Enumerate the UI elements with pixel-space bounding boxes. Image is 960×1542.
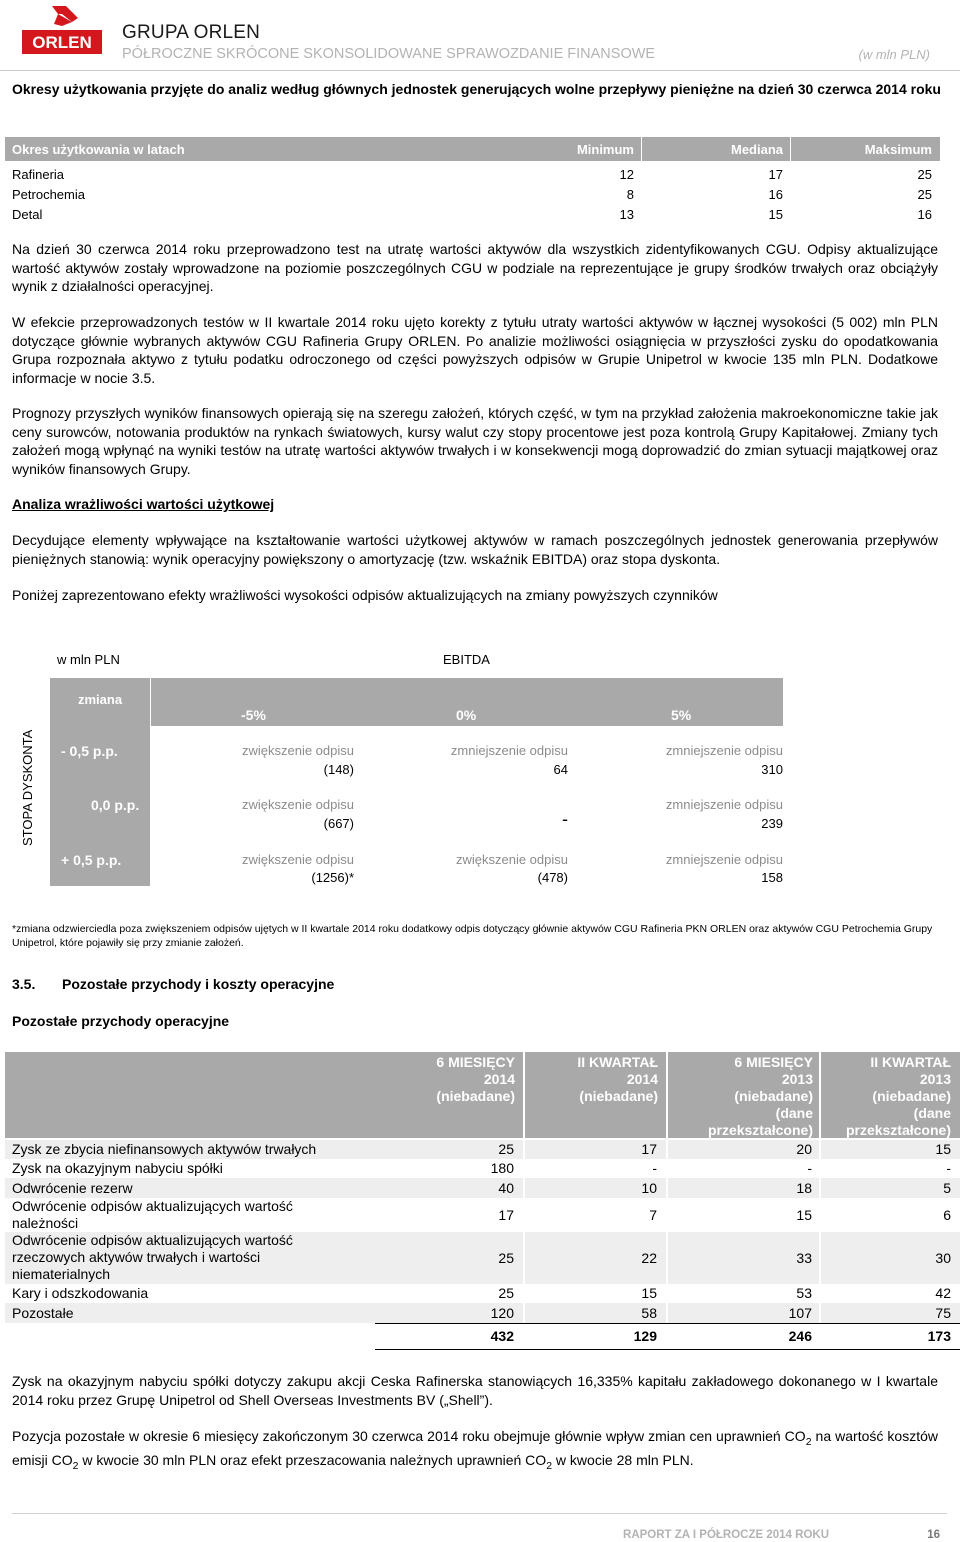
total-underline xyxy=(375,1349,960,1350)
paragraph-forecasts: Prognozy przyszłych wyników finansowych opierają się na szeregu założeń, których część, w tym na przykład założenia makroekonomiczne takie jak ceny surowców, notowania produktów na rynkach światowych, kursy walut czy stopy procentowe jest poza kontrolą Grupy Kapitałowej. Zmiany tych założeń mogą wpłynąć na wyniki testów na utratę wartości aktywów trwałych i w konsekwencji mogą doprowadzić do zmian sytuacji majątkowej oraz wyników finansowych Grupy. xyxy=(12,405,938,477)
heading-sensitivity: Analiza wrażliwości wartości użytkowej xyxy=(12,496,275,512)
page-number: 16 xyxy=(927,1529,940,1541)
other-income-header xyxy=(5,1052,960,1138)
sensitivity-footnote: *zmiana odzwierciedla poza zwiększeniem odpisów ujętych w II kwartale 2014 roku dodatkowy odpis dotyczący głównie aktywów CGU Rafineria PKN ORLEN oraz aktywów CGU Petrochemia Grupy Unipetrol, które pojawiły się przy zmianie założeń. xyxy=(12,923,933,949)
usage-row: Petrochemia 8 16 25 xyxy=(12,187,932,202)
table-row: Odwrócenie odpisów aktualizujących wartość należności 17 7 15 6 xyxy=(12,1198,951,1231)
total-row: 432 129 246 173 xyxy=(490,1328,951,1344)
paragraph-co2: Pozycja pozostałe w okresie 6 miesięcy zakończonym 30 czerwca 2014 roku obejmuje głównie wpływ zmian cen uprawnień $CO_2$ na wartość kosztów emisji $CO_2$ w kwocie 30 mln PLN oraz efekt przeszacowania należnych uprawnień $CO_2$ w kwocie 28 mln PLN. xyxy=(12,1428,938,1473)
orlen-logo xyxy=(22,4,102,56)
col-6m-2013: 6 MIESIĘCY 2013 (niebadane) (dane przekształcone) xyxy=(707,1054,813,1138)
table-row: Odwrócenie odpisów aktualizujących wartość rzeczowych aktywów trwałych i wartości niematerialnych 25 22 33 30 xyxy=(5,1232,960,1284)
sensitivity-row-label: - 0,5 p.p. xyxy=(61,743,118,759)
paragraph-key-elements: Decydujące elementy wpływające na kształtowanie wartości użytkowej aktywów w ramach poszczególnych jednostek generowania przepływów pieniężnych stanowią: wynik operacyjny powiększony o amortyzację (tzw. wskaźnik EBITDA) oraz stopa dyskonta. xyxy=(12,532,938,567)
paragraph-impairment-test: Na dzień 30 czerwca 2014 roku przeprowadzono test na utratę wartości aktywów dla wszystkich zidentyfikowanych CGU. Odpisy aktualizujące wartość aktywów zostały wprowadzone na poziomie poszczególnych CGU w podziale na reprezentujące je grupy środków trwałych oraz obciążyły wynik z działalności operacyjnej. xyxy=(12,241,938,294)
sensitivity-row-axis: STOPA DYSKONTA xyxy=(20,729,35,846)
section-subtitle: Pozostałe przychody operacyjne xyxy=(12,1013,230,1029)
report-title: PÓŁROCZNE SKRÓCONE SKONSOLIDOWANE SPRAWOZDANIE FINANSOWE xyxy=(122,46,656,62)
logo-text: ORLEN xyxy=(32,33,92,52)
paragraph-bargain-purchase: Zysk na okazyjnym nabyciu spółki dotyczy zakupu akcji Ceska Rafinerska stanowiących 16,335% kapitału zakładowego dokonanego w I kwartale 2014 roku przez Grupę Unipetrol od Shell Overseas Investments BV („Shell”). xyxy=(12,1373,938,1408)
col-max: Maksimum xyxy=(864,142,932,157)
sensitivity-col-0: 0% xyxy=(456,707,477,723)
header-divider xyxy=(0,70,960,71)
sensitivity-col-axis: EBITDA xyxy=(443,652,490,667)
paragraph-sensitivity-intro: Poniżej zaprezentowano efekty wrażliwości wysokości odpisów aktualizujących na zmiany powyższych czynników xyxy=(12,587,718,603)
usage-row: Rafineria 12 17 25 xyxy=(12,167,932,182)
section-title: Pozostałe przychody i koszty operacyjne xyxy=(62,976,335,992)
sensitivity-col-minus5: -5% xyxy=(241,707,266,723)
sensitivity-row-label: 0,0 p.p. xyxy=(91,797,140,813)
usage-table-header xyxy=(5,137,940,161)
table-row: Odwrócenie rezerw 40 10 18 5 xyxy=(5,1178,960,1198)
col-min: Minimum xyxy=(576,142,634,157)
sensitivity-row-label: + 0,5 p.p. xyxy=(61,852,122,868)
col-q2-2014: II KWARTAŁ 2014 (niebadane) xyxy=(577,1054,658,1104)
col-q2-2013: II KWARTAŁ 2013 (niebadane) (dane przekształcone) xyxy=(845,1054,951,1138)
col-median: Mediana xyxy=(730,142,783,157)
footer-divider xyxy=(12,1513,947,1514)
sensitivity-unit: w mln PLN xyxy=(57,652,120,667)
table-row: Kary i odszkodowania 25 15 53 42 xyxy=(12,1285,951,1301)
unit-label: (w mln PLN) xyxy=(858,47,930,62)
usage-title: Okresy użytkowania przyjęte do analiz według głównych jednostek generujących wolne przepływy pieniężne na dzień 30 czerwca 2014 roku xyxy=(12,81,941,97)
sensitivity-col-plus5: 5% xyxy=(671,707,692,723)
paragraph-impairment-effect: W efekcie przeprowadzonych testów w II kwartale 2014 roku ujęto korekty z tytułu utraty wartości aktywów w łącznej wysokości (5 002) mln PLN dotyczące głównie wybranych aktywów CGU Rafineria Grupy ORLEN. Po analizie możliwości osiągnięcia w przyszłości zysku do opodatkowania Grupa rozpoznała aktywo z tytułu podatku odroczonego od części powyższych odpisów w Grupie Unipetrol w kwocie 135 mln PLN. Dodatkowe informacje w nocie 3.5. xyxy=(12,314,938,386)
table-row: Zysk ze zbycia niefinansowych aktywów trwałych 25 17 20 15 xyxy=(5,1140,960,1159)
col-period: Okres użytkowania w latach xyxy=(12,142,185,157)
table-row: Pozostałe 120 58 107 75 xyxy=(5,1303,960,1323)
company-name: GRUPA ORLEN xyxy=(122,22,261,43)
total-line xyxy=(375,1323,960,1324)
footer-report: RAPORT ZA I PÓŁROCZE 2014 ROKU xyxy=(623,1529,829,1541)
usage-row: Detal 13 15 16 xyxy=(12,207,932,222)
section-number: 3.5. xyxy=(12,976,36,992)
sensitivity-corner: zmiana xyxy=(78,692,123,707)
table-row: Zysk na okazyjnym nabyciu spółki 180 - - - xyxy=(12,1160,951,1176)
eagle-icon xyxy=(52,6,78,26)
col-6m-2014: 6 MIESIĘCY 2014 (niebadane) xyxy=(436,1054,515,1104)
